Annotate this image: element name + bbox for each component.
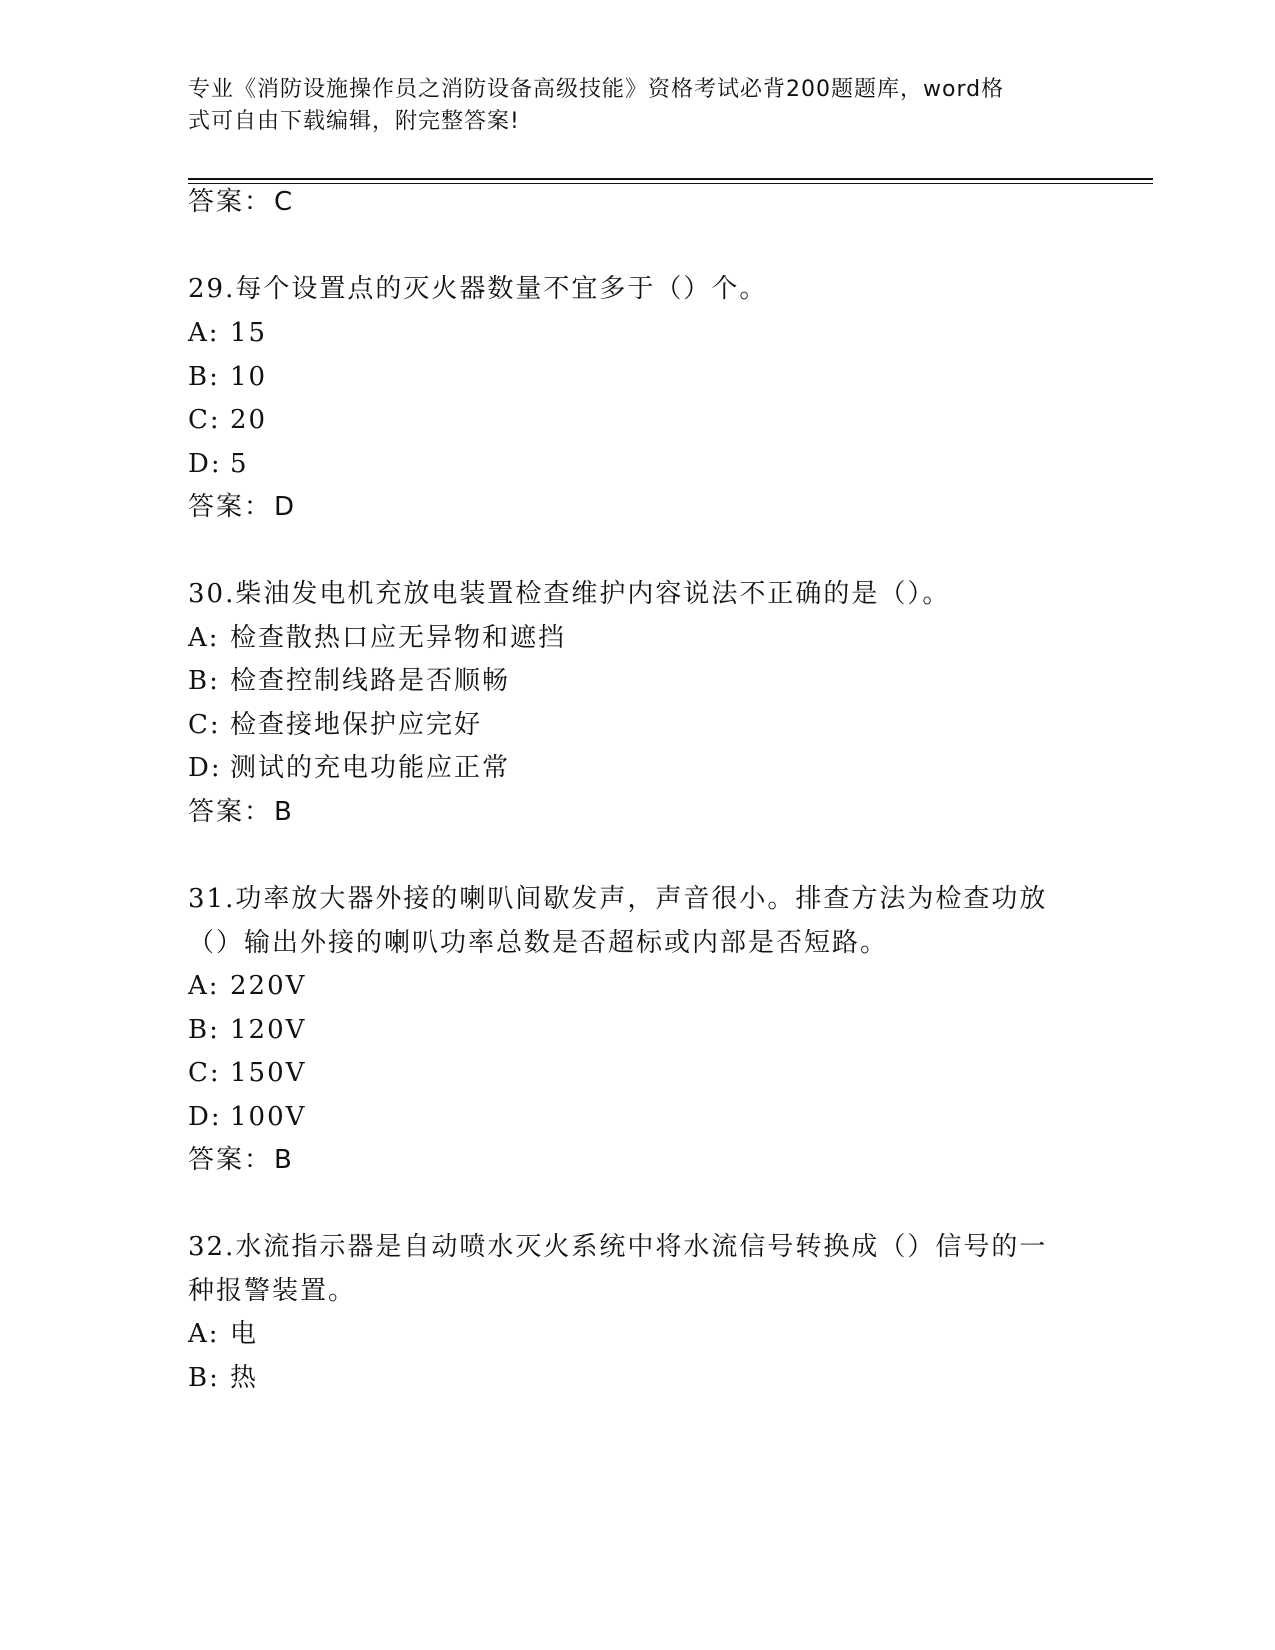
question-31-text-cont bbox=[188, 925, 888, 961]
option-text: 检查散热口应无异物和遮挡 bbox=[230, 623, 567, 653]
option-b bbox=[188, 663, 510, 699]
option-label: D: bbox=[188, 1102, 222, 1132]
option-text: 检查控制线路是否顺畅 bbox=[230, 666, 511, 696]
option-a bbox=[188, 620, 566, 656]
option-text: 120V bbox=[230, 1015, 307, 1045]
question-stem: 功率放大器外接的喇叭间歇发声，声音很小。排查方法为检查功放 bbox=[235, 884, 1048, 914]
option-label: B: bbox=[188, 1015, 220, 1045]
option-a bbox=[188, 968, 306, 1004]
option-text: 检查接地保护应完好 bbox=[230, 710, 483, 740]
option-text: 220V bbox=[230, 971, 307, 1001]
answer-value: B bbox=[274, 1145, 293, 1175]
question-31-text bbox=[188, 881, 1047, 917]
option-b bbox=[188, 359, 267, 395]
option-label: D: bbox=[188, 753, 222, 783]
question-stem: 柴油发电机充放电装置检查维护内容说法不正确的是（）。 bbox=[235, 579, 951, 609]
answer-line bbox=[188, 794, 293, 830]
option-text: 15 bbox=[230, 318, 268, 348]
option-c bbox=[188, 402, 267, 438]
option-text: 热 bbox=[230, 1363, 259, 1393]
answer-line bbox=[188, 184, 293, 220]
header-rule-thick bbox=[188, 178, 1153, 180]
header-rule-thin bbox=[188, 183, 1153, 184]
option-text: 100V bbox=[230, 1102, 307, 1132]
question-stem: 每个设置点的灭火器数量不宜多于（）个。 bbox=[235, 274, 768, 304]
answer-label: 答案： bbox=[188, 797, 273, 827]
question-32-text-cont bbox=[188, 1273, 356, 1309]
option-label: B: bbox=[188, 1363, 220, 1393]
option-text: 5 bbox=[230, 449, 249, 479]
question-stem: 水流指示器是自动喷水灭火系统中将水流信号转换成（）信号的一 bbox=[235, 1232, 1048, 1262]
option-d bbox=[188, 1099, 306, 1135]
question-number: 32. bbox=[188, 1232, 236, 1262]
option-text: 20 bbox=[230, 405, 268, 435]
option-text: 测试的充电功能应正常 bbox=[230, 753, 511, 783]
answer-label: 答案： bbox=[188, 1145, 273, 1175]
option-a bbox=[188, 315, 267, 351]
option-label: A: bbox=[188, 971, 220, 1001]
answer-line bbox=[188, 489, 295, 525]
question-30-text bbox=[188, 576, 950, 612]
document-header bbox=[188, 74, 1068, 138]
answer-value: B bbox=[274, 797, 293, 827]
header-line-1: 专业《消防设施操作员之消防设备高级技能》资格考试必背200题题库，word格 bbox=[188, 77, 1005, 102]
option-c bbox=[188, 1055, 306, 1091]
answer-line bbox=[188, 1142, 293, 1178]
option-label: C: bbox=[188, 1058, 221, 1088]
option-label: C: bbox=[188, 405, 221, 435]
question-number: 29. bbox=[188, 274, 236, 304]
option-label: D: bbox=[188, 449, 222, 479]
option-label: C: bbox=[188, 710, 221, 740]
question-number: 31. bbox=[188, 884, 236, 914]
question-32-text bbox=[188, 1229, 1047, 1265]
option-text: 电 bbox=[230, 1319, 259, 1349]
option-label: A: bbox=[188, 623, 220, 653]
option-b bbox=[188, 1012, 306, 1048]
header-line-2: 式可自由下载编辑，附完整答案! bbox=[188, 109, 520, 134]
option-text: 10 bbox=[230, 362, 268, 392]
option-label: A: bbox=[188, 318, 220, 348]
question-stem: （）输出外接的喇叭功率总数是否超标或内部是否短路。 bbox=[188, 928, 889, 958]
answer-label: 答案： bbox=[188, 492, 273, 522]
option-c bbox=[188, 707, 482, 743]
option-text: 150V bbox=[230, 1058, 307, 1088]
question-number: 30. bbox=[188, 579, 236, 609]
answer-label: 答案： bbox=[188, 187, 273, 217]
option-label: B: bbox=[188, 362, 220, 392]
answer-value: D bbox=[274, 492, 296, 522]
option-a bbox=[188, 1316, 258, 1352]
question-29-text bbox=[188, 271, 767, 307]
option-label: B: bbox=[188, 666, 220, 696]
answer-value: C bbox=[274, 187, 294, 217]
option-b bbox=[188, 1360, 258, 1396]
option-d bbox=[188, 446, 249, 482]
option-label: A: bbox=[188, 1319, 220, 1349]
question-stem: 种报警装置。 bbox=[188, 1276, 357, 1306]
option-d bbox=[188, 750, 510, 786]
